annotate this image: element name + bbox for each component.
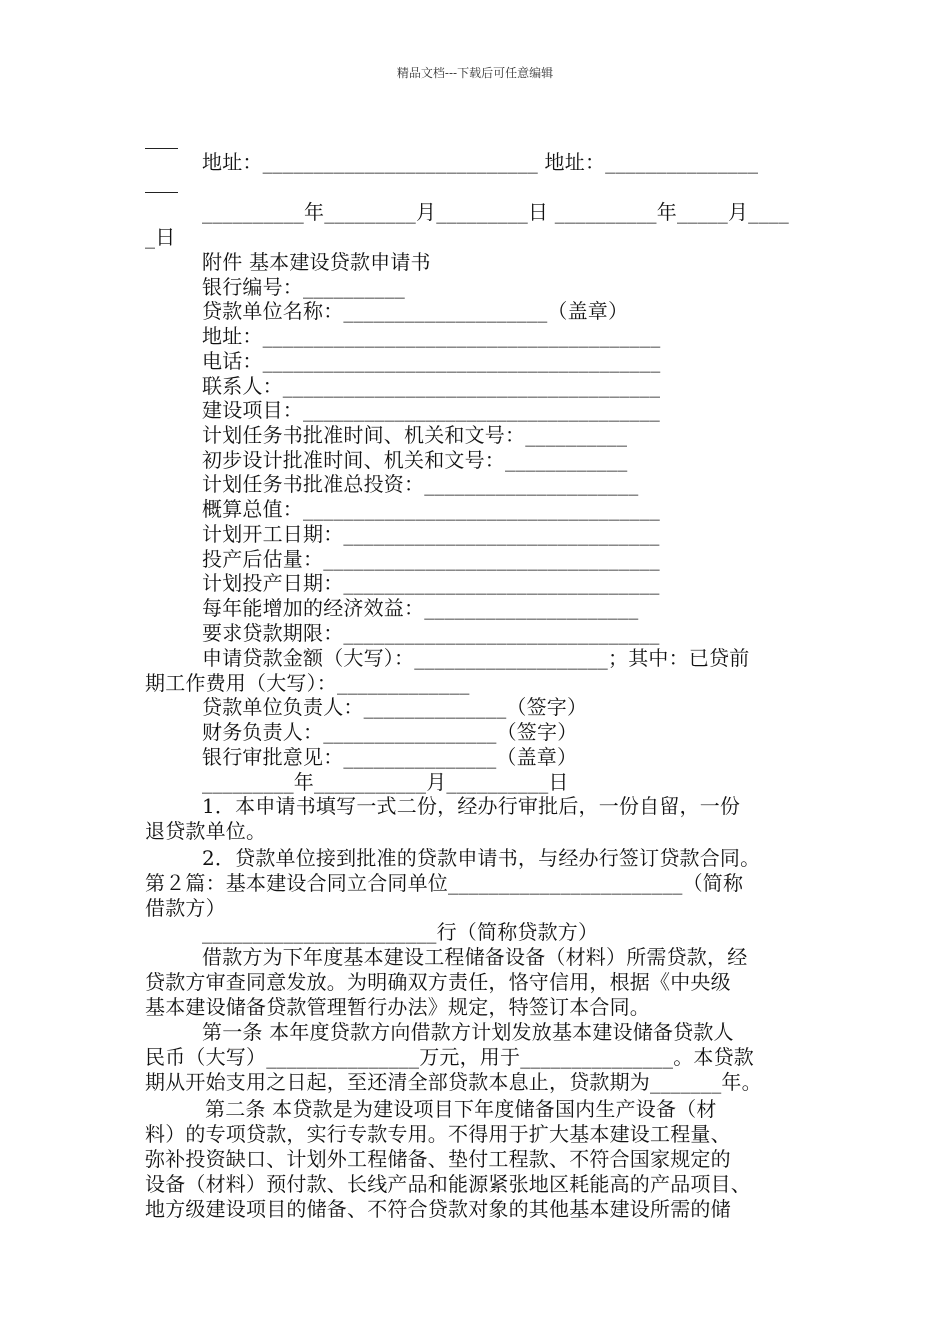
production-date-field: 计划投产日期：_______________________________	[202, 571, 660, 595]
note-1-cont: 退贷款单位。	[145, 819, 267, 843]
loan-amount-field: 申请贷款金额（大写）：___________________；其中：已贷前	[202, 646, 750, 670]
article-2: 第二条 本贷款是为建设项目下年度储备国内生产设备（材	[205, 1097, 717, 1121]
article-2: 设备（材料）预付款、长线产品和能源紧张地区耗能高的产品项目、	[145, 1172, 751, 1196]
loan-term-field: 要求贷款期限：_______________________________	[202, 621, 660, 645]
address-line: 地址：___________________________ 地址：_______________	[202, 150, 759, 174]
unit-head-field: 贷款单位负责人：______________（签字）	[202, 695, 588, 719]
plan-approval-field: 计划任务书批准时间、机关和文号：__________	[202, 423, 628, 447]
bank-number-field: 银行编号：__________	[202, 275, 405, 299]
finance-head-field: 财务负责人：_________________（签字）	[202, 720, 578, 744]
date-line-tail: _日	[145, 225, 176, 249]
article-1: 第一条 本年度贷款方向借款方计划发放基本建设储备贷款人	[202, 1020, 734, 1044]
divider-line	[145, 192, 178, 193]
article-1: 民币（大写）_______________万元，用于_______________。本贷款	[145, 1045, 754, 1069]
note-1: 1．本申请书填写一式二份，经办行审批后，一份自留，一份	[202, 794, 741, 818]
design-approval-field: 初步设计批准时间、机关和文号：____________	[202, 448, 628, 472]
contract-paragraph: 贷款方审查同意发放。为明确双方责任，恪守信用，根据《中央级	[145, 970, 731, 994]
loan-amount-field-cont: 期工作费用（大写）：_____________	[145, 671, 470, 695]
plan-investment-field: 计划任务书批准总投资：_____________________	[202, 472, 639, 496]
address-field: 地址：_______________________________________	[202, 324, 661, 348]
bank-opinion-field: 银行审批意见：_______________（盖章）	[202, 745, 578, 769]
budget-field: 概算总值：___________________________________	[202, 497, 660, 521]
output-field: 投产后估量：_________________________________	[202, 547, 660, 571]
start-date-field: 计划开工日期：_______________________________	[202, 522, 660, 546]
lender-line: _______________________行（简称贷款方）	[202, 920, 599, 944]
article-1: 期从开始支用之日起，至还清全部贷款本息止，贷款期为_______年。	[145, 1070, 762, 1094]
contact-field: 联系人：_____________________________________	[202, 374, 661, 398]
article-2: 地方级建设项目的储备、不符合贷款对象的其他基本建设所需的储	[145, 1197, 731, 1221]
divider-line	[145, 148, 178, 149]
approval-date-field: _________年___________月__________日	[202, 770, 569, 794]
date-line: __________年_________月_________日 __________年_____月____	[202, 200, 789, 224]
phone-field: 电话：_______________________________________	[202, 349, 661, 373]
benefit-field: 每年能增加的经济效益：_____________________	[202, 596, 639, 620]
contract-paragraph: 借款方为下年度基本建设工程储备设备（材料）所需贷款，经	[202, 945, 748, 969]
note-2: 2．贷款单位接到批准的贷款申请书，与经办行签订贷款合同。	[202, 846, 761, 870]
project-field: 建设项目：___________________________________	[202, 398, 660, 422]
form-title: 附件 基本建设贷款申请书	[202, 250, 431, 274]
article-2: 弥补投资缺口、计划外工程储备、垫付工程款、不符合国家规定的	[145, 1147, 731, 1171]
contract-paragraph: 基本建设储备贷款管理暂行办法》规定，特签订本合同。	[145, 995, 650, 1019]
article-2: 料）的专项贷款，实行专款专用。不得用于扩大基本建设工程量、	[145, 1122, 731, 1146]
loan-unit-name-field: 贷款单位名称：____________________（盖章）	[202, 299, 629, 323]
contract-heading-cont: 借款方）	[145, 896, 226, 920]
page-header: 精品文档---下载后可任意编辑	[396, 66, 554, 80]
contract-heading: 第２篇：基本建设合同立合同单位_______________________（简称	[145, 871, 744, 895]
